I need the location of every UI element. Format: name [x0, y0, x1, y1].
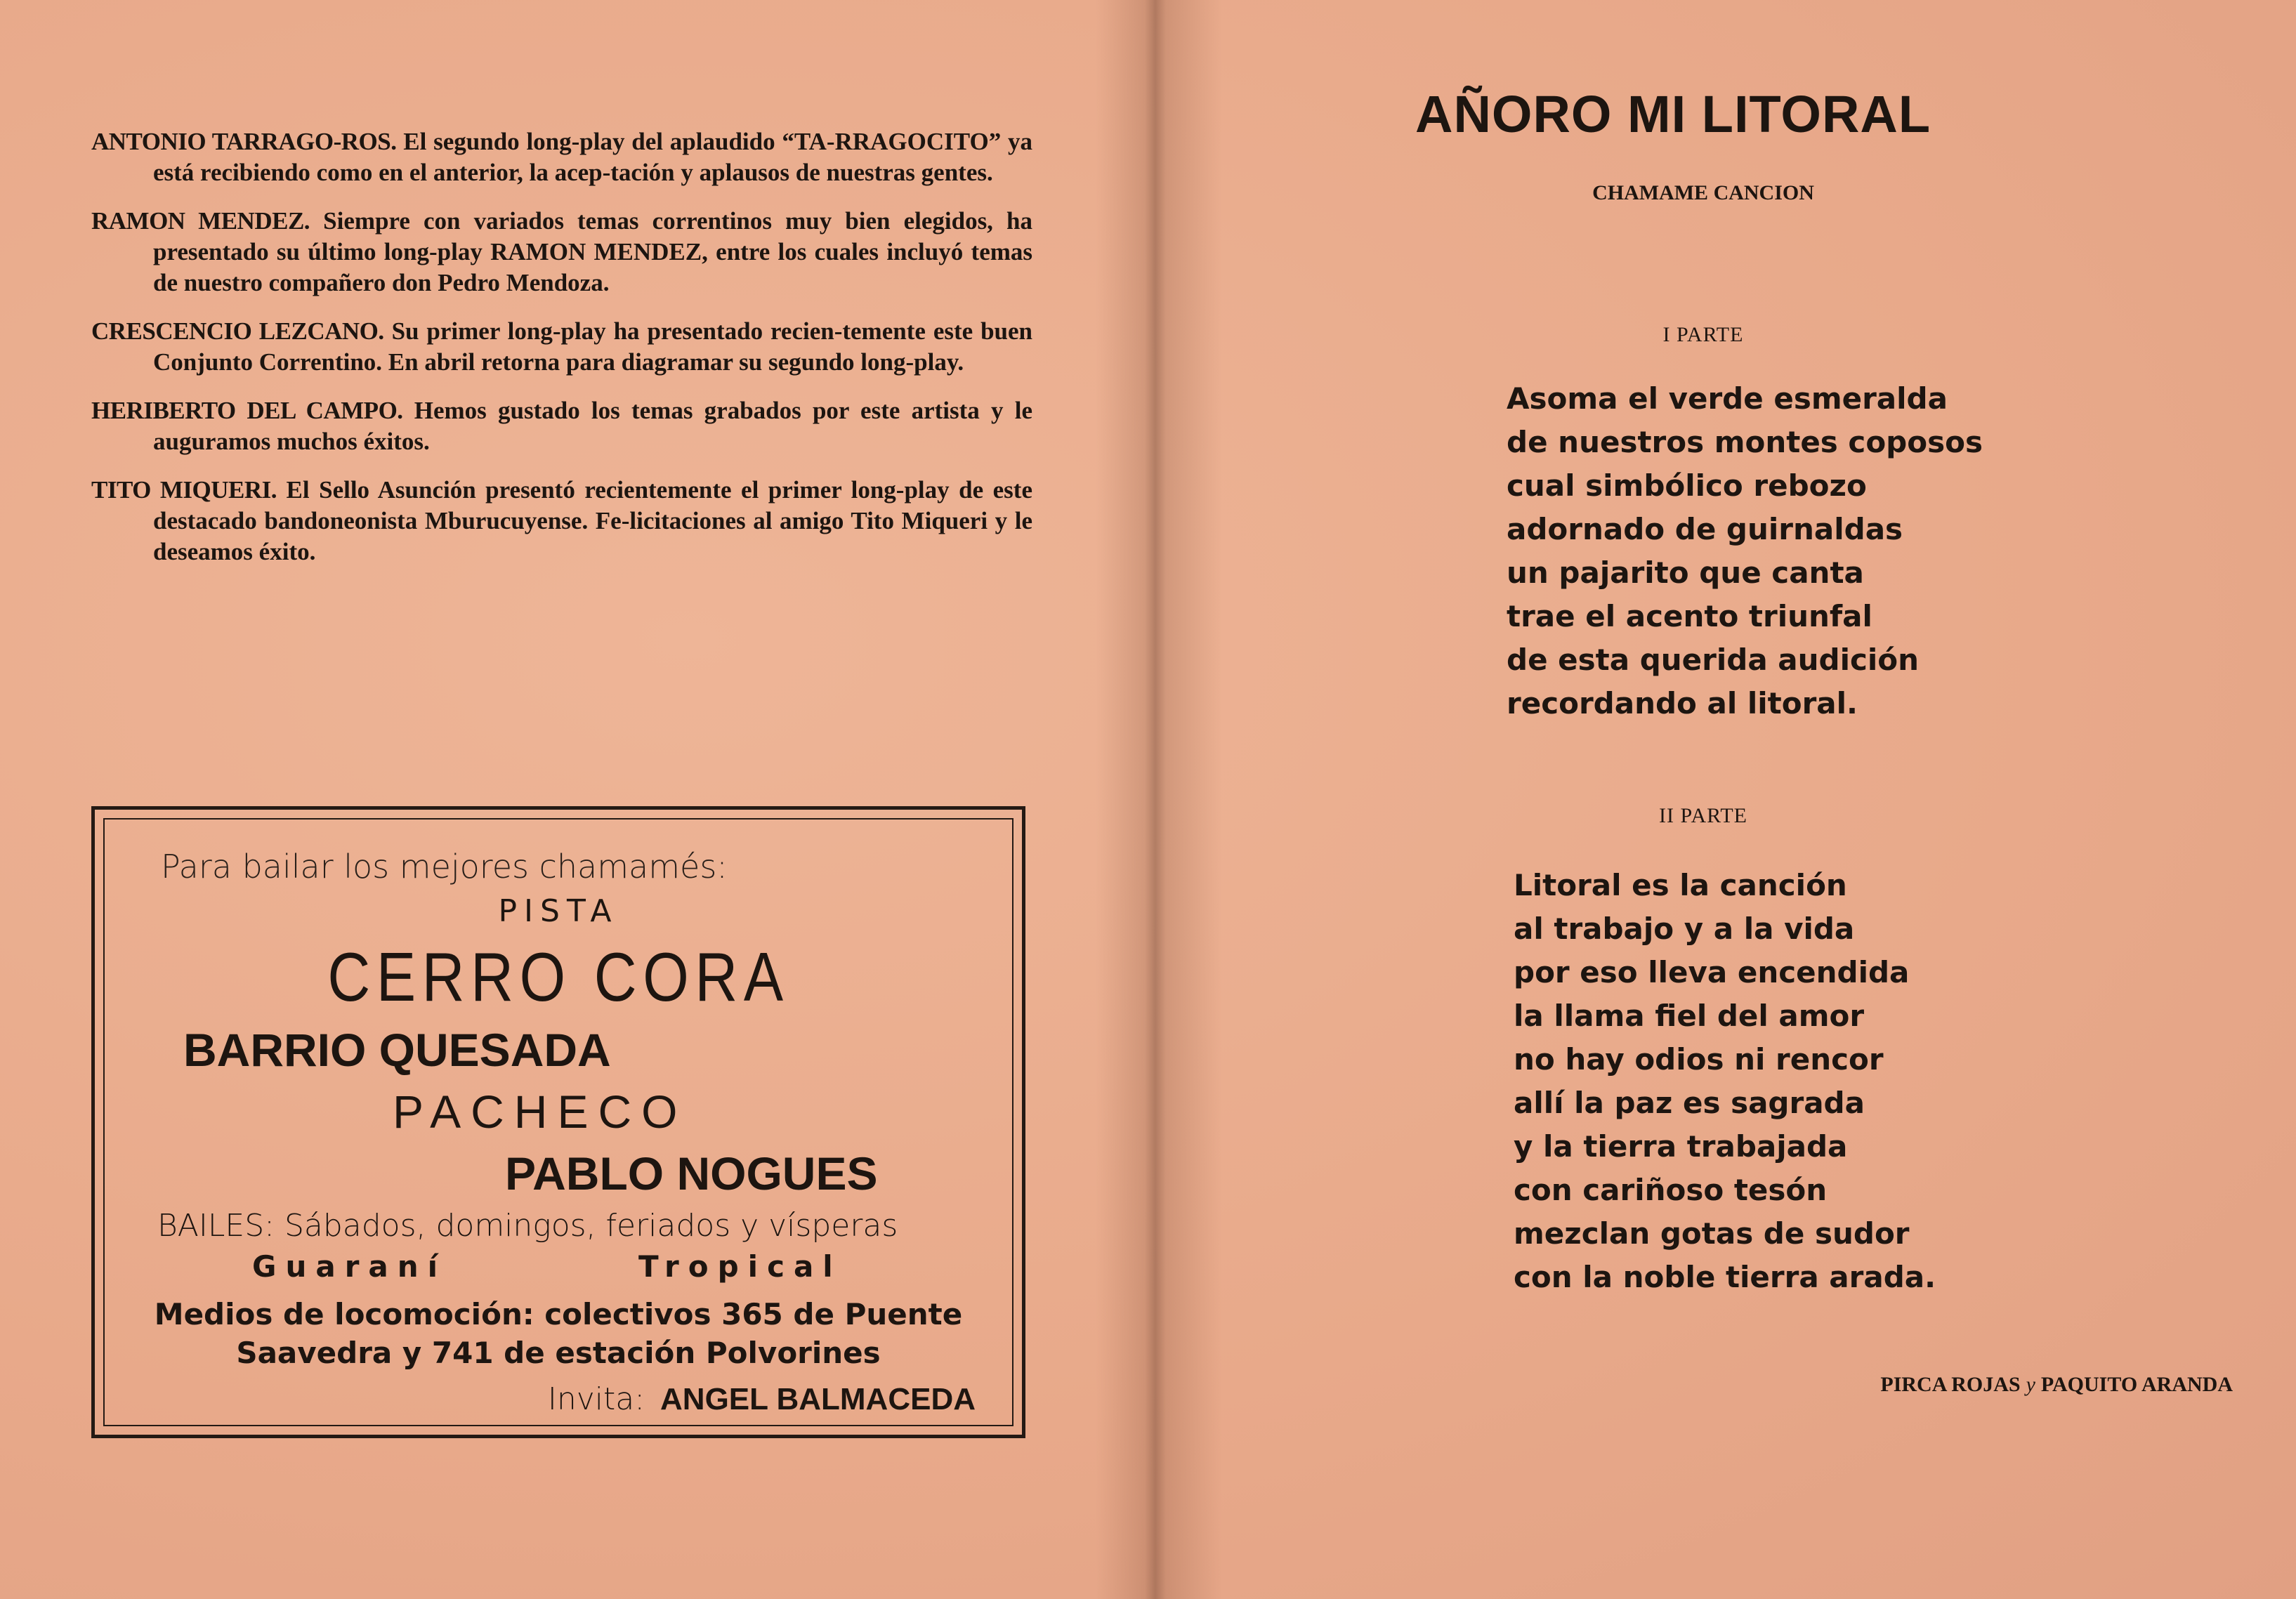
news-text: El segundo long-play del aplaudido “TA-RRAGOCITO” ya está recibiendo como en el anterior, la acep-tación y aplausos de nuestras gentes.	[153, 128, 1032, 186]
ad-place: PACHECO	[393, 1086, 688, 1138]
artist-name: CRESCENCIO LEZCANO.	[91, 317, 384, 345]
ad-place: PABLO NOGUES	[505, 1147, 878, 1199]
ad-invite-label: Invita:	[547, 1381, 645, 1417]
credit-author: PAQUITO ARANDA	[2040, 1373, 2233, 1396]
lyric-line: un pajarito que canta	[1507, 555, 1864, 590]
credit-joiner: y	[2026, 1373, 2035, 1396]
lyric-line: de nuestros montes coposos	[1507, 425, 1983, 459]
lyric-line: y la tierra trabajada	[1514, 1129, 1848, 1164]
lyric-line: recordando al litoral.	[1507, 686, 1858, 720]
ad-pista: PISTA	[498, 893, 619, 929]
song-genre: CHAMAME CANCION	[1592, 181, 1814, 204]
lyric-line: con la noble tierra arada.	[1514, 1260, 1936, 1294]
ad-inner-frame	[103, 818, 1013, 1426]
news-text: El Sello Asunción presentó recientemente el primer long-play de este destacado bandoneonista Mburucuyense. Fe-licitaciones al amigo Tito Miqueri y le deseamos éxito.	[153, 476, 1032, 565]
song-title: AÑORO MI LITORAL	[1415, 85, 1931, 143]
ad-invite	[548, 1381, 976, 1417]
news-item	[91, 475, 1032, 567]
verse-part-1	[1507, 377, 1983, 725]
news-item	[91, 395, 1032, 457]
lyric-line: al trabajo y a la vida	[1514, 912, 1855, 946]
lyric-line: adornado de guirnaldas	[1507, 512, 1903, 546]
lyric-line: la llama fiel del amor	[1514, 999, 1865, 1033]
news-item	[91, 206, 1032, 298]
lyric-line: con cariñoso tesón	[1514, 1173, 1828, 1207]
lyric-line: Asoma el verde esmeralda	[1507, 381, 1948, 416]
ad-intro: Para bailar los mejores chamamés:	[161, 848, 728, 886]
credit-author: PIRCA ROJAS	[1880, 1373, 2021, 1396]
part-2-heading: II PARTE	[1659, 804, 1747, 827]
dance-hall-advertisement	[91, 806, 1025, 1438]
record-news-list	[91, 126, 1032, 585]
news-text: Hemos gustado los temas grabados por este artista y le auguramos muchos éxitos.	[153, 397, 1032, 455]
ad-transport: Saavedra y 741 de estación Polvorines	[236, 1336, 881, 1370]
news-item	[91, 316, 1032, 378]
ad-transport: Medios de locomoción: colectivos 365 de Puente	[154, 1297, 963, 1331]
lyric-line: de esta querida audición	[1507, 643, 1920, 677]
right-page	[1155, 0, 2296, 1599]
news-text: Siempre con variados temas correntinos muy bien elegidos, ha presentado su último long-play RAMON MENDEZ, entre los cuales incluyó temas de nuestro compañero don Pedro Mendoza.	[153, 207, 1032, 296]
lyric-line: Litoral es la canción	[1514, 868, 1847, 902]
verse-part-2	[1514, 864, 1936, 1299]
song-credit	[1880, 1373, 2233, 1397]
ad-place: BARRIO QUESADA	[183, 1024, 611, 1076]
part-1-heading: I PARTE	[1662, 323, 1744, 346]
lyric-line: por eso lleva encendida	[1514, 955, 1910, 989]
lyric-line: allí la paz es sagrada	[1514, 1086, 1865, 1120]
ad-rhythm: Guaraní	[252, 1249, 447, 1284]
lyric-line: no hay odios ni rencor	[1514, 1042, 1884, 1077]
ad-venue-name: CERRO CORA	[327, 938, 789, 1015]
lyric-line: trae el acento triunfal	[1507, 599, 1872, 633]
ad-invite-name: ANGEL BALMACEDA	[660, 1382, 976, 1416]
artist-name: ANTONIO TARRAGO-ROS.	[91, 128, 397, 155]
news-item	[91, 126, 1032, 188]
ad-rhythm: Tropical	[638, 1249, 842, 1284]
news-text: Su primer long-play ha presentado recien-temente este buen Conjunto Correntino. En abril retorna para diagramar su segundo long-play.	[153, 317, 1033, 376]
artist-name: RAMON MENDEZ.	[91, 207, 310, 235]
lyric-line: cual simbólico rebozo	[1507, 468, 1867, 503]
artist-name: TITO MIQUERI.	[91, 476, 277, 504]
lyric-line: mezclan gotas de sudor	[1514, 1216, 1910, 1251]
artist-name: HERIBERTO DEL CAMPO.	[91, 397, 403, 424]
ad-schedule: BAILES: Sábados, domingos, feriados y vísperas	[157, 1208, 898, 1244]
